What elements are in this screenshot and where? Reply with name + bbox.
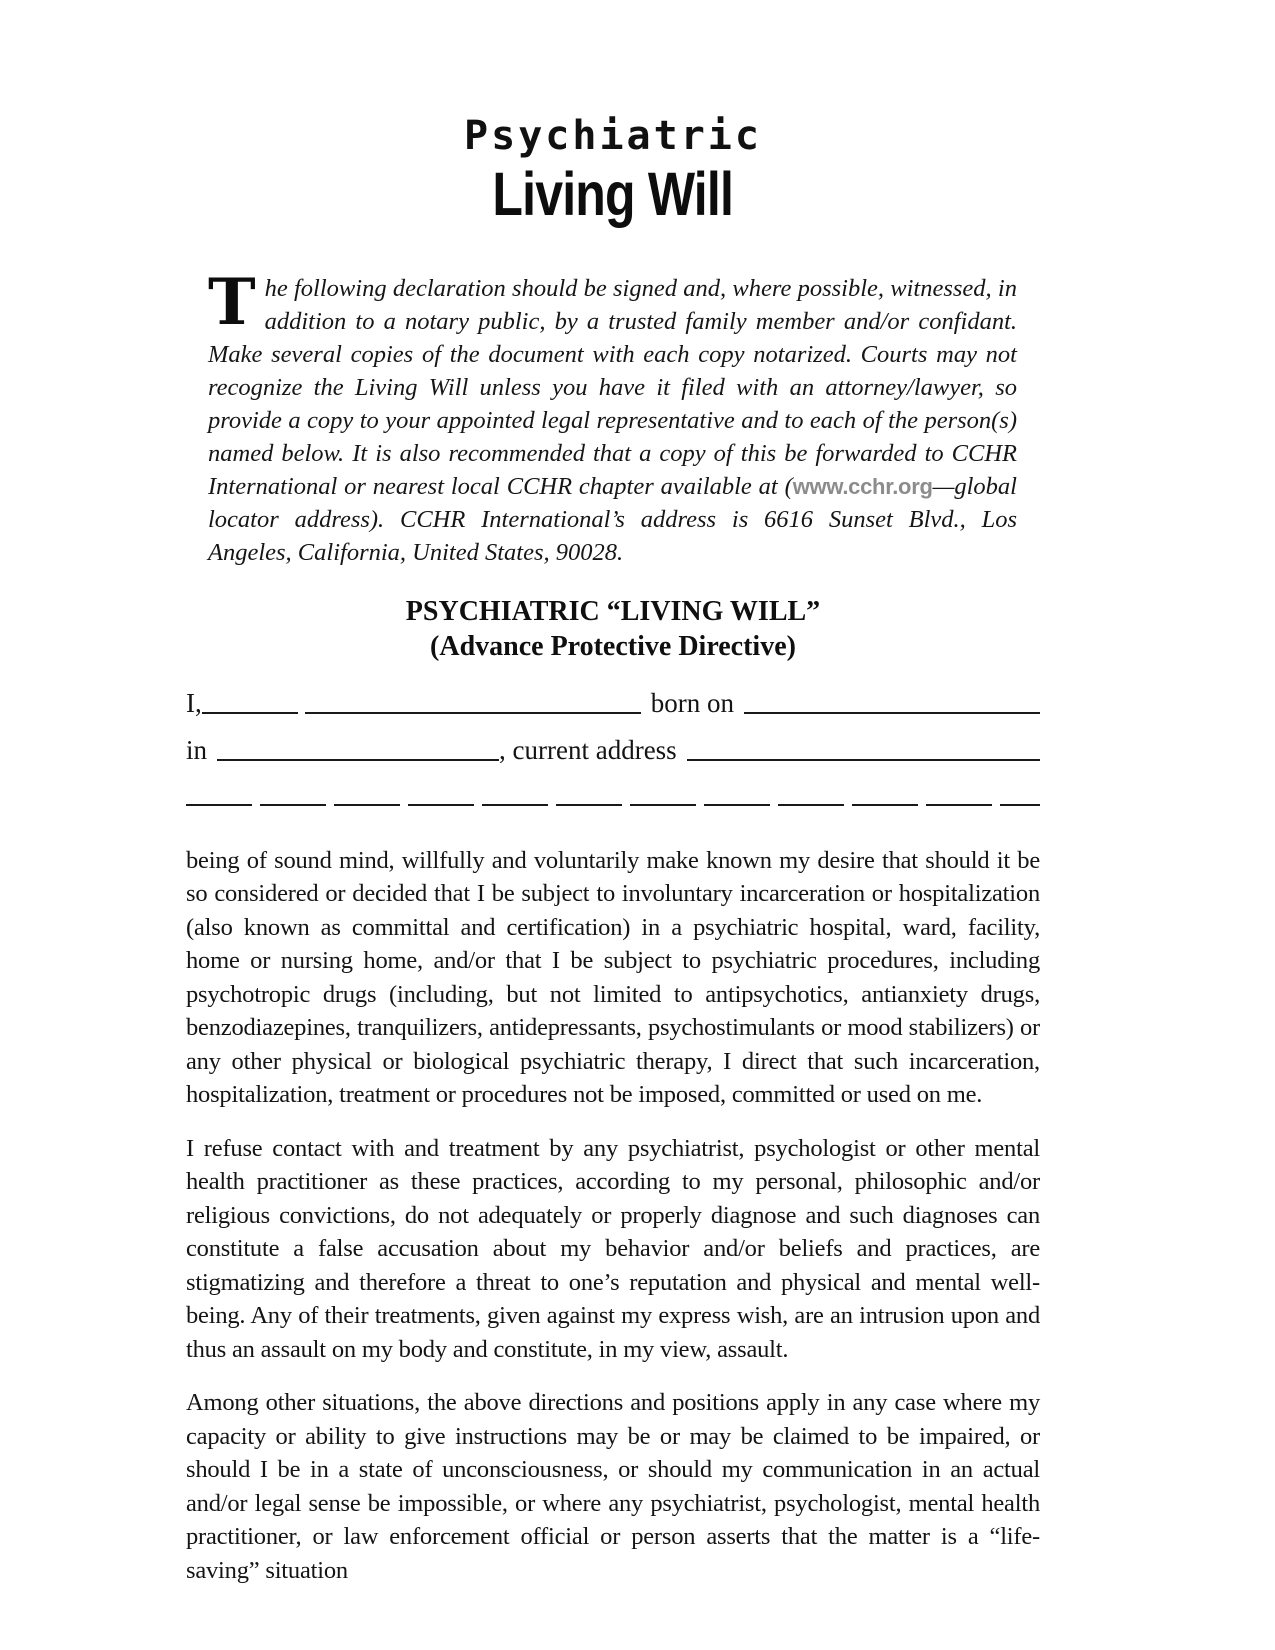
address-blank [687, 758, 1040, 761]
intro-text-after-url: —global locator address). CCHR International’s address is 6616 Sunset Blvd., Los Angeles, California, United States, 90028. [208, 473, 1017, 566]
birthplace-blank [217, 758, 499, 761]
body-paragraph-3: Among other situations, the above directions and positions apply in any case where my capacity or ability to give instructions may be or may be claimed to be impaired, or should I be in a state of unconsciousness, or should my communication in an actual and/or legal sense be impossible, or where any psychiatrist, psychologist, mental health practitioner, or law enforcement official or person asserts that the matter is a “life-saving” situation [186, 1389, 1040, 1584]
form-fields [186, 672, 1040, 806]
name-blank-segment-2 [305, 711, 641, 714]
body-paragraph-2: I refuse contact with and treatment by any psychiatrist, psychologist or other mental health practitioner as these practices, according to my personal, philosophic and/or religious convictions, do not adequately or properly diagnose and such diagnoses can constitute a false accusation about my behavior and/or beliefs and practices, are stigmatizing and therefore a threat to one’s reputation and physical and mental well-being. Any of their treatments, given against my express wish, are an intrusion upon and thus an assault on my body and constitute, in my view, assault. [186, 1134, 1040, 1363]
form-row-birthplace-address [186, 719, 1040, 766]
address-overflow-blank [186, 766, 1040, 806]
form-heading-line1: PSYCHIATRIC “LIVING WILL” [405, 595, 821, 627]
intro-paragraph [186, 265, 1040, 569]
intro-text-before-url: he following declaration should be signed and, where possible, witnessed, in addition to a notary public, by a trusted family member and/or confidant. Make several copies of the document with each copy notarized. Courts may not recognize the Living Will unless you have it filed with an attorney/lawyer, so provide a copy to your appointed legal representative and to each of the person(s) named below. It is also recommended that a copy of this be forwarded to CCHR International or nearest local CCHR chapter available at ( [208, 275, 1017, 500]
in-label: in [186, 734, 208, 765]
drop-cap-letter: T [208, 265, 256, 340]
form-heading [186, 594, 1040, 664]
name-blank-segment-1 [202, 711, 298, 714]
document-title-kicker: Psychiatric [464, 113, 762, 159]
current-address-label: , current address [499, 734, 677, 765]
form-row-name-birthdate [186, 672, 1040, 719]
document-title [186, 160, 1040, 228]
body-paragraph-1: being of sound mind, willfully and voluntarily make known my desire that should it be so considered or decided that I be subject to involuntary incarceration or hospitalization (also known as committal and certification) in a psychiatric hospital, ward, facility, home or nursing home, and/or that I be subject to psychiatric procedures, including psychotropic drugs (including, but not limited to antipsychotics, antianxiety drugs, benzodiazepines, tranquilizers, antidepressants, psychostimulants or mood stabilizers) or any other physical or biological psychiatric therapy, I direct that such incarceration, hospitalization, treatment or procedures not be imposed, committed or used on me. [186, 846, 1040, 1108]
document-title-text: Living Will [492, 160, 734, 228]
birthdate-blank [744, 711, 1040, 714]
cchr-url-link[interactable]: www.cchr.org [792, 474, 933, 499]
name-prefix-label: I, [186, 687, 202, 718]
title-block [186, 113, 1040, 228]
born-on-label: born on [650, 687, 734, 718]
document-content [186, 0, 1040, 1587]
form-heading-line2: (Advance Protective Directive) [430, 630, 796, 662]
